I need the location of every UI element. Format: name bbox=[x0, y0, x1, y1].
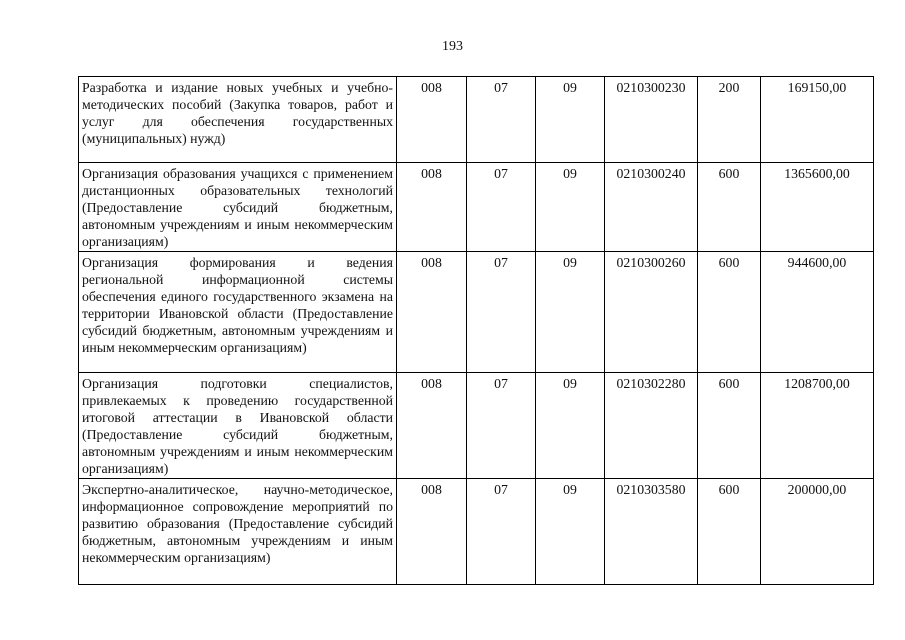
expense-type-code: 600 bbox=[698, 373, 761, 479]
subsection-code: 09 bbox=[536, 77, 605, 163]
budget-table bbox=[78, 76, 874, 585]
table-row bbox=[79, 163, 874, 252]
department-code: 008 bbox=[397, 163, 467, 252]
target-article-code: 0210300230 bbox=[605, 77, 698, 163]
amount: 169150,00 bbox=[761, 77, 874, 163]
amount: 944600,00 bbox=[761, 252, 874, 373]
department-code: 008 bbox=[397, 373, 467, 479]
amount: 1365600,00 bbox=[761, 163, 874, 252]
row-description: Разработка и издание новых учебных и учебно-методических пособий (Закупка товаров, работ и услуг для обеспечения государственных (муниципальных) нужд) bbox=[79, 77, 397, 163]
row-description: Организация образования учащихся с применением дистанционных образовательных технологий (Предоставление субсидий бюджетным, автономным учреждениям и иным некоммерческим организациям) bbox=[79, 163, 397, 252]
target-article-code: 0210300240 bbox=[605, 163, 698, 252]
department-code: 008 bbox=[397, 479, 467, 585]
amount: 200000,00 bbox=[761, 479, 874, 585]
amount: 1208700,00 bbox=[761, 373, 874, 479]
department-code: 008 bbox=[397, 77, 467, 163]
subsection-code: 09 bbox=[536, 479, 605, 585]
subsection-code: 09 bbox=[536, 373, 605, 479]
target-article-code: 0210302280 bbox=[605, 373, 698, 479]
section-code: 07 bbox=[467, 252, 536, 373]
table-row bbox=[79, 252, 874, 373]
target-article-code: 0210300260 bbox=[605, 252, 698, 373]
subsection-code: 09 bbox=[536, 252, 605, 373]
row-description: Экспертно-аналитическое, научно-методическое, информационное сопровождение мероприятий по развитию образования (Предоставление субсидий бюджетным, автономным учреждениям и иным некоммерческим организациям) bbox=[79, 479, 397, 585]
row-description: Организация подготовки специалистов, привлекаемых к проведению государственной итоговой аттестации в Ивановской области (Предоставление субсидий бюджетным, автономным учреждениям и иным некоммерческим организациям) bbox=[79, 373, 397, 479]
target-article-code: 0210303580 bbox=[605, 479, 698, 585]
expense-type-code: 600 bbox=[698, 479, 761, 585]
expense-type-code: 600 bbox=[698, 252, 761, 373]
section-code: 07 bbox=[467, 479, 536, 585]
section-code: 07 bbox=[467, 163, 536, 252]
table-row bbox=[79, 373, 874, 479]
row-description: Организация формирования и ведения региональной информационной системы обеспечения единого государственного экзамена на территории Ивановской области (Предоставление субсидий бюджетным, автономным учреждениям и иным некоммерческим организациям) bbox=[79, 252, 397, 373]
subsection-code: 09 bbox=[536, 163, 605, 252]
section-code: 07 bbox=[467, 77, 536, 163]
table-row bbox=[79, 479, 874, 585]
table-row bbox=[79, 77, 874, 163]
page-number: 193 bbox=[442, 39, 463, 54]
section-code: 07 bbox=[467, 373, 536, 479]
expense-type-code: 600 bbox=[698, 163, 761, 252]
department-code: 008 bbox=[397, 252, 467, 373]
expense-type-code: 200 bbox=[698, 77, 761, 163]
